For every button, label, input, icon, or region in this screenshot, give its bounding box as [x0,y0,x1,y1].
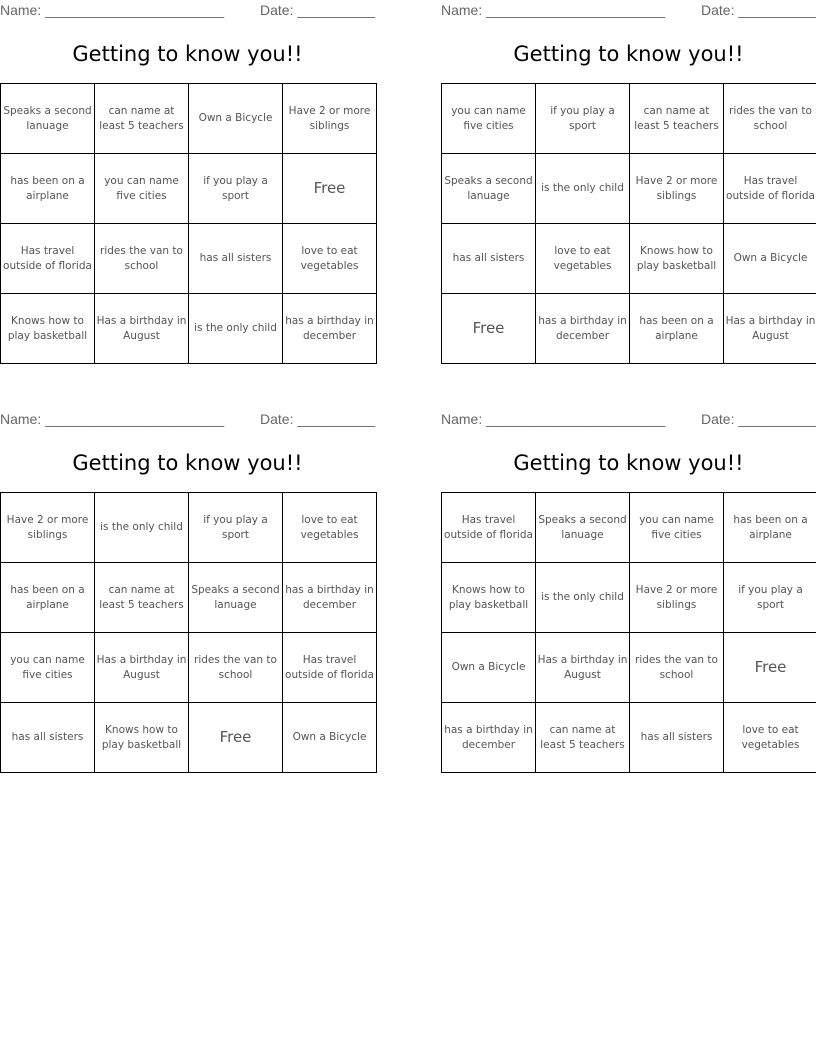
grid-row [442,563,816,633]
grid-cell: Has travel outside of florida [724,154,816,224]
grid-cell: Has a birthday in August [536,633,630,703]
grid-cell: Knows how to play basketball [95,703,189,773]
bingo-card-4 [441,409,816,781]
grid-cell: you can name five cities [442,84,536,154]
grid-cell: is the only child [536,154,630,224]
free-cell: Free [189,703,283,773]
grid-cell: Speaks a second lanuage [189,563,283,633]
card-header [441,2,816,20]
grid-cell: has been on a airplane [1,154,95,224]
grid-cell: Own a Bicycle [189,84,283,154]
grid-row [442,633,816,703]
grid-cell: has a birthday in december [283,563,377,633]
grid-cell: you can name five cities [95,154,189,224]
grid-cell: has all sisters [1,703,95,773]
grid-cell: is the only child [189,294,283,364]
card-header [441,411,816,429]
grid-row [442,154,816,224]
grid-row [1,703,377,773]
name-field[interactable]: Name: _______________________ [0,411,225,427]
grid-cell: if you play a sport [536,84,630,154]
grid-cell: Has a birthday in August [724,294,816,364]
grid-cell: Has a birthday in August [95,294,189,364]
card-title: Getting to know you!! [513,451,744,475]
grid-cell: love to eat vegetables [283,224,377,294]
grid-cell: Own a Bicycle [283,703,377,773]
grid-cell: can name at least 5 teachers [95,84,189,154]
bingo-grid [0,492,377,773]
grid-cell: Have 2 or more siblings [1,493,95,563]
grid-cell: if you play a sport [189,493,283,563]
card-title: Getting to know you!! [513,42,744,66]
bingo-grid [0,83,377,364]
grid-cell: Own a Bicycle [442,633,536,703]
grid-cell: if you play a sport [724,563,816,633]
date-field[interactable]: Date: __________ [701,411,816,427]
free-cell: Free [442,294,536,364]
free-cell: Free [724,633,816,703]
grid-cell: can name at least 5 teachers [95,563,189,633]
bingo-card-2 [441,0,816,372]
grid-cell: Speaks a second lanuage [442,154,536,224]
date-field[interactable]: Date: __________ [260,411,376,427]
name-field[interactable]: Name: _______________________ [0,2,225,18]
free-cell: Free [283,154,377,224]
grid-cell: Has travel outside of florida [442,493,536,563]
grid-cell: has been on a airplane [630,294,724,364]
grid-cell: rides the van to school [630,633,724,703]
grid-cell: has a birthday in december [283,294,377,364]
grid-cell: Have 2 or more siblings [283,84,377,154]
card-title: Getting to know you!! [72,42,303,66]
grid-cell: love to eat vegetables [536,224,630,294]
grid-cell: is the only child [95,493,189,563]
card-header [0,411,375,429]
grid-row [1,633,377,703]
grid-row [1,563,377,633]
grid-row [442,703,816,773]
grid-row [1,294,377,364]
grid-cell: Own a Bicycle [724,224,816,294]
grid-cell: Knows how to play basketball [442,563,536,633]
date-field[interactable]: Date: __________ [260,2,376,18]
name-field[interactable]: Name: _______________________ [441,2,666,18]
grid-cell: Has a birthday in August [95,633,189,703]
card-header [0,2,375,20]
grid-cell: Have 2 or more siblings [630,563,724,633]
bingo-grid [441,83,816,364]
grid-row [1,493,377,563]
grid-cell: Speaks a second lanuage [1,84,95,154]
grid-cell: love to eat vegetables [283,493,377,563]
grid-cell: has all sisters [630,703,724,773]
grid-row [442,224,816,294]
grid-cell: is the only child [536,563,630,633]
grid-row [442,84,816,154]
bingo-card-3 [0,409,375,781]
grid-cell: has a birthday in december [536,294,630,364]
grid-cell: Has travel outside of florida [283,633,377,703]
grid-cell: you can name five cities [1,633,95,703]
grid-cell: Has travel outside of florida [1,224,95,294]
grid-cell: Have 2 or more siblings [630,154,724,224]
grid-row [1,154,377,224]
grid-cell: Knows how to play basketball [630,224,724,294]
grid-cell: rides the van to school [95,224,189,294]
grid-cell: Speaks a second lanuage [536,493,630,563]
grid-row [442,493,816,563]
bingo-grid [441,492,816,773]
bingo-card-1 [0,0,375,372]
grid-cell: you can name five cities [630,493,724,563]
grid-cell: has been on a airplane [1,563,95,633]
grid-cell: can name at least 5 teachers [536,703,630,773]
grid-row [1,84,377,154]
date-field[interactable]: Date: __________ [701,2,816,18]
grid-cell: has been on a airplane [724,493,816,563]
grid-cell: Knows how to play basketball [1,294,95,364]
grid-cell: has all sisters [189,224,283,294]
grid-cell: love to eat vegetables [724,703,816,773]
card-title: Getting to know you!! [72,451,303,475]
grid-cell: has all sisters [442,224,536,294]
grid-cell: has a birthday in december [442,703,536,773]
grid-row [1,224,377,294]
grid-cell: rides the van to school [189,633,283,703]
name-field[interactable]: Name: _______________________ [441,411,666,427]
grid-cell: can name at least 5 teachers [630,84,724,154]
grid-row [442,294,816,364]
grid-cell: if you play a sport [189,154,283,224]
grid-cell: rides the van to school [724,84,816,154]
